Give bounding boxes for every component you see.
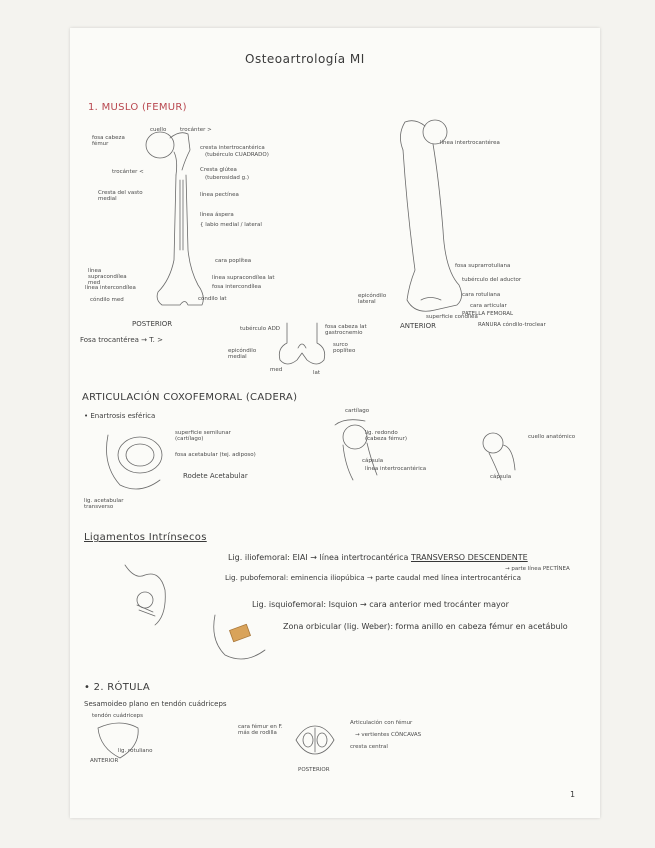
zona-orbicular-name: Zona orbicular (lig. Weber): [283, 622, 391, 631]
patella-anterior-drawing: [90, 718, 153, 763]
section-cadera-sub: • Enartrosis esférica: [84, 412, 156, 420]
label-tuberculo-add: tubérculo ADD: [240, 326, 281, 332]
section-ligamentos-heading: Ligamentos Intrínsecos: [84, 532, 207, 543]
section-rotula-heading: • 2. RÓTULA: [84, 682, 150, 693]
label-epicondilo-medial: epicóndilo medial: [228, 348, 257, 360]
label-linea-supra-lat: línea supracondílea lat: [212, 275, 275, 281]
label-capsula: cápsula: [362, 458, 384, 464]
label-posterior: POSTERIOR: [298, 767, 330, 773]
label-cuello: cuello: [150, 127, 167, 133]
label-lat: lat: [313, 370, 321, 376]
label-anterior-view: ANTERIOR: [400, 322, 437, 330]
patella-posterior-drawing: [290, 722, 340, 760]
label-condilo-lat: cóndilo lat: [198, 296, 227, 302]
lig-line-1: [228, 553, 528, 562]
label-anterior: ANTERIOR: [90, 758, 119, 764]
label-fosa-cabeza-lat: fosa cabeza lat gastrocnemio: [325, 324, 367, 336]
acetabulum-drawing: [100, 425, 180, 495]
section-femur-heading: 1. MUSLO (FEMUR): [88, 102, 187, 113]
label-superficie-semilunar: superficie semilunar (cartílago): [175, 430, 231, 442]
lig-pubofemoral-name: Lig. pubofemoral: [225, 573, 286, 582]
lig-line-3: [252, 600, 509, 609]
label-vertientes: → vertientes CÓNCAVAS: [355, 732, 422, 738]
label-articula: Articulación con fémur: [350, 720, 413, 726]
label-tuberculo-cuadrado: (tubérculo CUADRADO): [205, 152, 269, 158]
lig-line-4: [283, 622, 568, 631]
label-tuberosidad: (tuberosidad g.): [205, 175, 250, 181]
lig-iliofemoral-name: Lig. iliofemoral: [228, 553, 288, 562]
label-linea-intercondilea: línea intercondílea: [85, 285, 136, 291]
label-tuberculo-aductor: tubérculo del aductor: [462, 277, 522, 283]
label-superficie-condilea: superficie condílea: [426, 314, 478, 320]
label-ranura: RANURA cóndilo-troclear: [478, 322, 546, 328]
label-lig-acetabular: lig. acetabular transverso: [84, 498, 124, 510]
femur-distal-drawing: [272, 318, 332, 368]
zona-orbicular-text: : forma anillo en cabeza fémur en acetábulo: [390, 622, 568, 631]
label-linea-pectinea: línea pectínea: [200, 192, 239, 198]
label-cara-femur: cara fémur en F. más de rodilla: [238, 724, 283, 736]
label-cresta-glutea: Cresta glútea: [200, 167, 237, 173]
label-lig-rotuliano: lig. rotuliano: [118, 748, 153, 754]
label-cara-rotuliana: cara rotuliana: [462, 292, 501, 298]
label-linea-inter: línea intertrocantérica: [365, 466, 427, 472]
label-cuello-anatomico: cuello anatómico: [528, 434, 576, 440]
label-fosa-acetabular: fosa acetabular (tej. adiposo): [175, 452, 256, 458]
lig-line-2: [225, 573, 521, 582]
page-title: Osteoartrología MI: [245, 52, 365, 66]
label-lig-redondo: lig. redondo (cabeza fémur): [365, 430, 407, 442]
label-fosa-intercondilea: fosa intercondílea: [212, 284, 262, 290]
page-number: 1: [570, 790, 576, 799]
label-fosa-cabeza: fosa cabeza fémur: [92, 135, 125, 147]
lig-iliofemoral-text: : EIAI → línea intertrocantérica: [287, 553, 409, 562]
label-linea-aspera: línea áspera: [200, 212, 234, 218]
hip-joint-drawing: [325, 415, 405, 485]
hip-ligament-drawing-2: [205, 605, 275, 665]
label-epicondilo-lateral: epicóndilo lateral: [358, 293, 387, 305]
label-trocanter-mayor: trocánter >: [180, 127, 212, 133]
label-capsula-2: cápsula: [490, 474, 512, 480]
lig-pubofemoral-text: : eminencia iliopúbica → parte caudal med línea intertrocantérica: [285, 573, 521, 582]
lig-isquiofemoral-name: Lig. isquiofemoral: [252, 600, 324, 609]
label-rodete: Rodete Acetabular: [183, 472, 248, 480]
label-fosa-suprarotuliana: fosa suprarrotuliana: [455, 263, 511, 269]
lig-pubofemoral-note: → parte línea PECTÍNEA: [505, 566, 570, 572]
lig-isquiofemoral-text: : Isquion → cara anterior med trocánter mayor: [323, 600, 509, 609]
label-linea-supra-med: línea supracondílea med: [88, 268, 127, 286]
label-trocanter-menor: trocánter <: [112, 169, 144, 175]
label-surco-popliteo: surco poplíteo: [333, 342, 356, 354]
label-fosa-trocanterea: Fosa trocantérea → T. >: [80, 336, 163, 344]
label-cara-poplitea: cara poplítea: [215, 258, 252, 264]
label-posterior-view: POSTERIOR: [132, 320, 173, 328]
section-rotula-sub: Sesamoideo plano en tendón cuádriceps: [84, 700, 227, 708]
label-condilo-med: cóndilo med: [90, 297, 124, 303]
label-cresta: cresta intertrocantérica: [200, 145, 265, 151]
label-med: med: [270, 367, 283, 373]
label-cresta-central: cresta central: [350, 744, 388, 750]
lig-iliofemoral-note: TRANSVERSO DESCENDENTE: [410, 553, 528, 562]
label-tendon: tendón cuádriceps: [92, 713, 144, 719]
label-cartilago: cartílago: [345, 408, 370, 414]
label-linea-intertrocanterica: línea intertrocantérea: [440, 140, 500, 146]
hip-ligament-drawing: [115, 560, 175, 630]
label-cresta-vasto: Cresta del vasto medial: [98, 190, 143, 202]
label-cara-articular: cara articular: [470, 303, 507, 309]
label-patela-femoral: PATELLA FEMORAL: [462, 311, 514, 317]
section-cadera-heading: ARTICULACIÓN COXOFEMORAL (CADERA): [82, 392, 298, 403]
label-labios: { labio medial / lateral: [200, 222, 262, 228]
